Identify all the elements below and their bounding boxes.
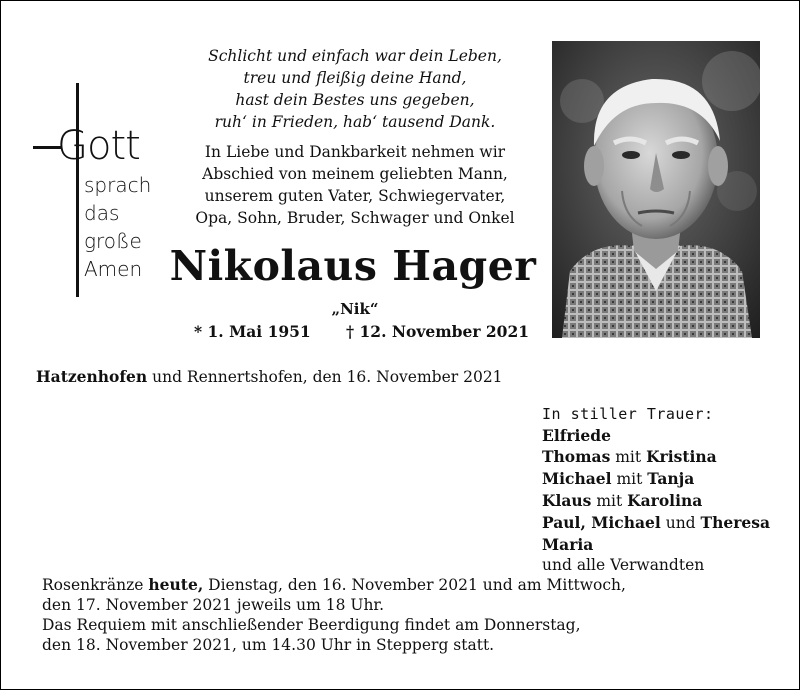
death-date: † 12. November 2021 [346,322,530,341]
mourners-header: In stiller Trauer: [542,405,714,423]
mourner-line [542,446,770,468]
mourner-name: Karolina [627,491,703,510]
intro-line: unserem guten Vater, Schwiegervater, [204,187,506,205]
mourner-line: Maria [542,535,594,554]
deceased-nickname: „Nik“ [331,300,379,318]
emblem-line-1: sprach [84,173,152,197]
place-town: Hatzenhofen [36,367,148,386]
notice-text: Rosenkränze [42,576,149,594]
funeral-notice [42,575,626,655]
mourner-line: und alle Verwandten [542,556,705,574]
mourner-name: Tanja [647,469,695,488]
emblem-line-4: Amen [84,257,143,281]
mourners-list [542,404,770,576]
place-rest: und Rennertshofen, den 16. November 2021 [147,368,503,386]
mourner-connector: mit [610,448,647,466]
notice-line: den 18. November 2021, um 14.30 Uhr in Stepperg statt. [42,636,495,654]
mourner-name: Michael [542,469,612,488]
portrait-photo [552,41,760,338]
notice-emphasis: heute, [148,575,204,594]
place-and-date [36,366,503,388]
notice-line [42,575,626,595]
mourner-connector: mit [611,470,648,488]
intro-line: In Liebe und Dankbarkeit nehmen wir [204,143,506,161]
emblem-line-3: große [84,229,142,253]
mourner-line [542,468,770,490]
poem-line: Schlicht und einfach war dein Leben, [208,47,502,65]
mourner-line: Elfriede [542,426,611,445]
mourner-name: Kristina [646,447,717,466]
mourner-line [542,512,770,534]
emblem-gott: Gott [57,123,140,169]
notice-line: Das Requiem mit anschließender Beerdigung findet am Donnerstag, [42,616,581,634]
poem [180,45,530,133]
poem-line: hast dein Bestes uns gegeben, [235,91,475,109]
mourner-connector: und [660,514,701,532]
poem-line: treu und fleißig deine Hand, [243,69,467,87]
poem-line: ruh‘ in Frieden, hab‘ tausend Dank. [214,113,496,131]
intro-line: Opa, Sohn, Bruder, Schwager und Onkel [195,209,515,227]
emblem-line-2: das [84,201,120,225]
portrait-illustration [552,41,760,338]
intro-text [175,141,535,229]
notice-text: Dienstag, den 16. November 2021 und am Mittwoch, [203,576,626,594]
mourner-connector: mit [591,492,628,510]
notice-line: den 17. November 2021 jeweils um 18 Uhr. [42,596,385,614]
mourner-name: Theresa [700,513,770,532]
deceased-name: Nikolaus Hager [169,242,537,290]
intro-line: Abschied von meinem geliebten Mann, [202,165,508,183]
mourner-line [542,490,770,512]
birth-date: * 1. Mai 1951 [194,322,311,341]
mourner-name: Klaus [542,491,592,510]
mourner-name: Thomas [542,447,611,466]
mourner-name: Paul, Michael [542,513,661,532]
cross-vertical-bar [76,83,79,297]
